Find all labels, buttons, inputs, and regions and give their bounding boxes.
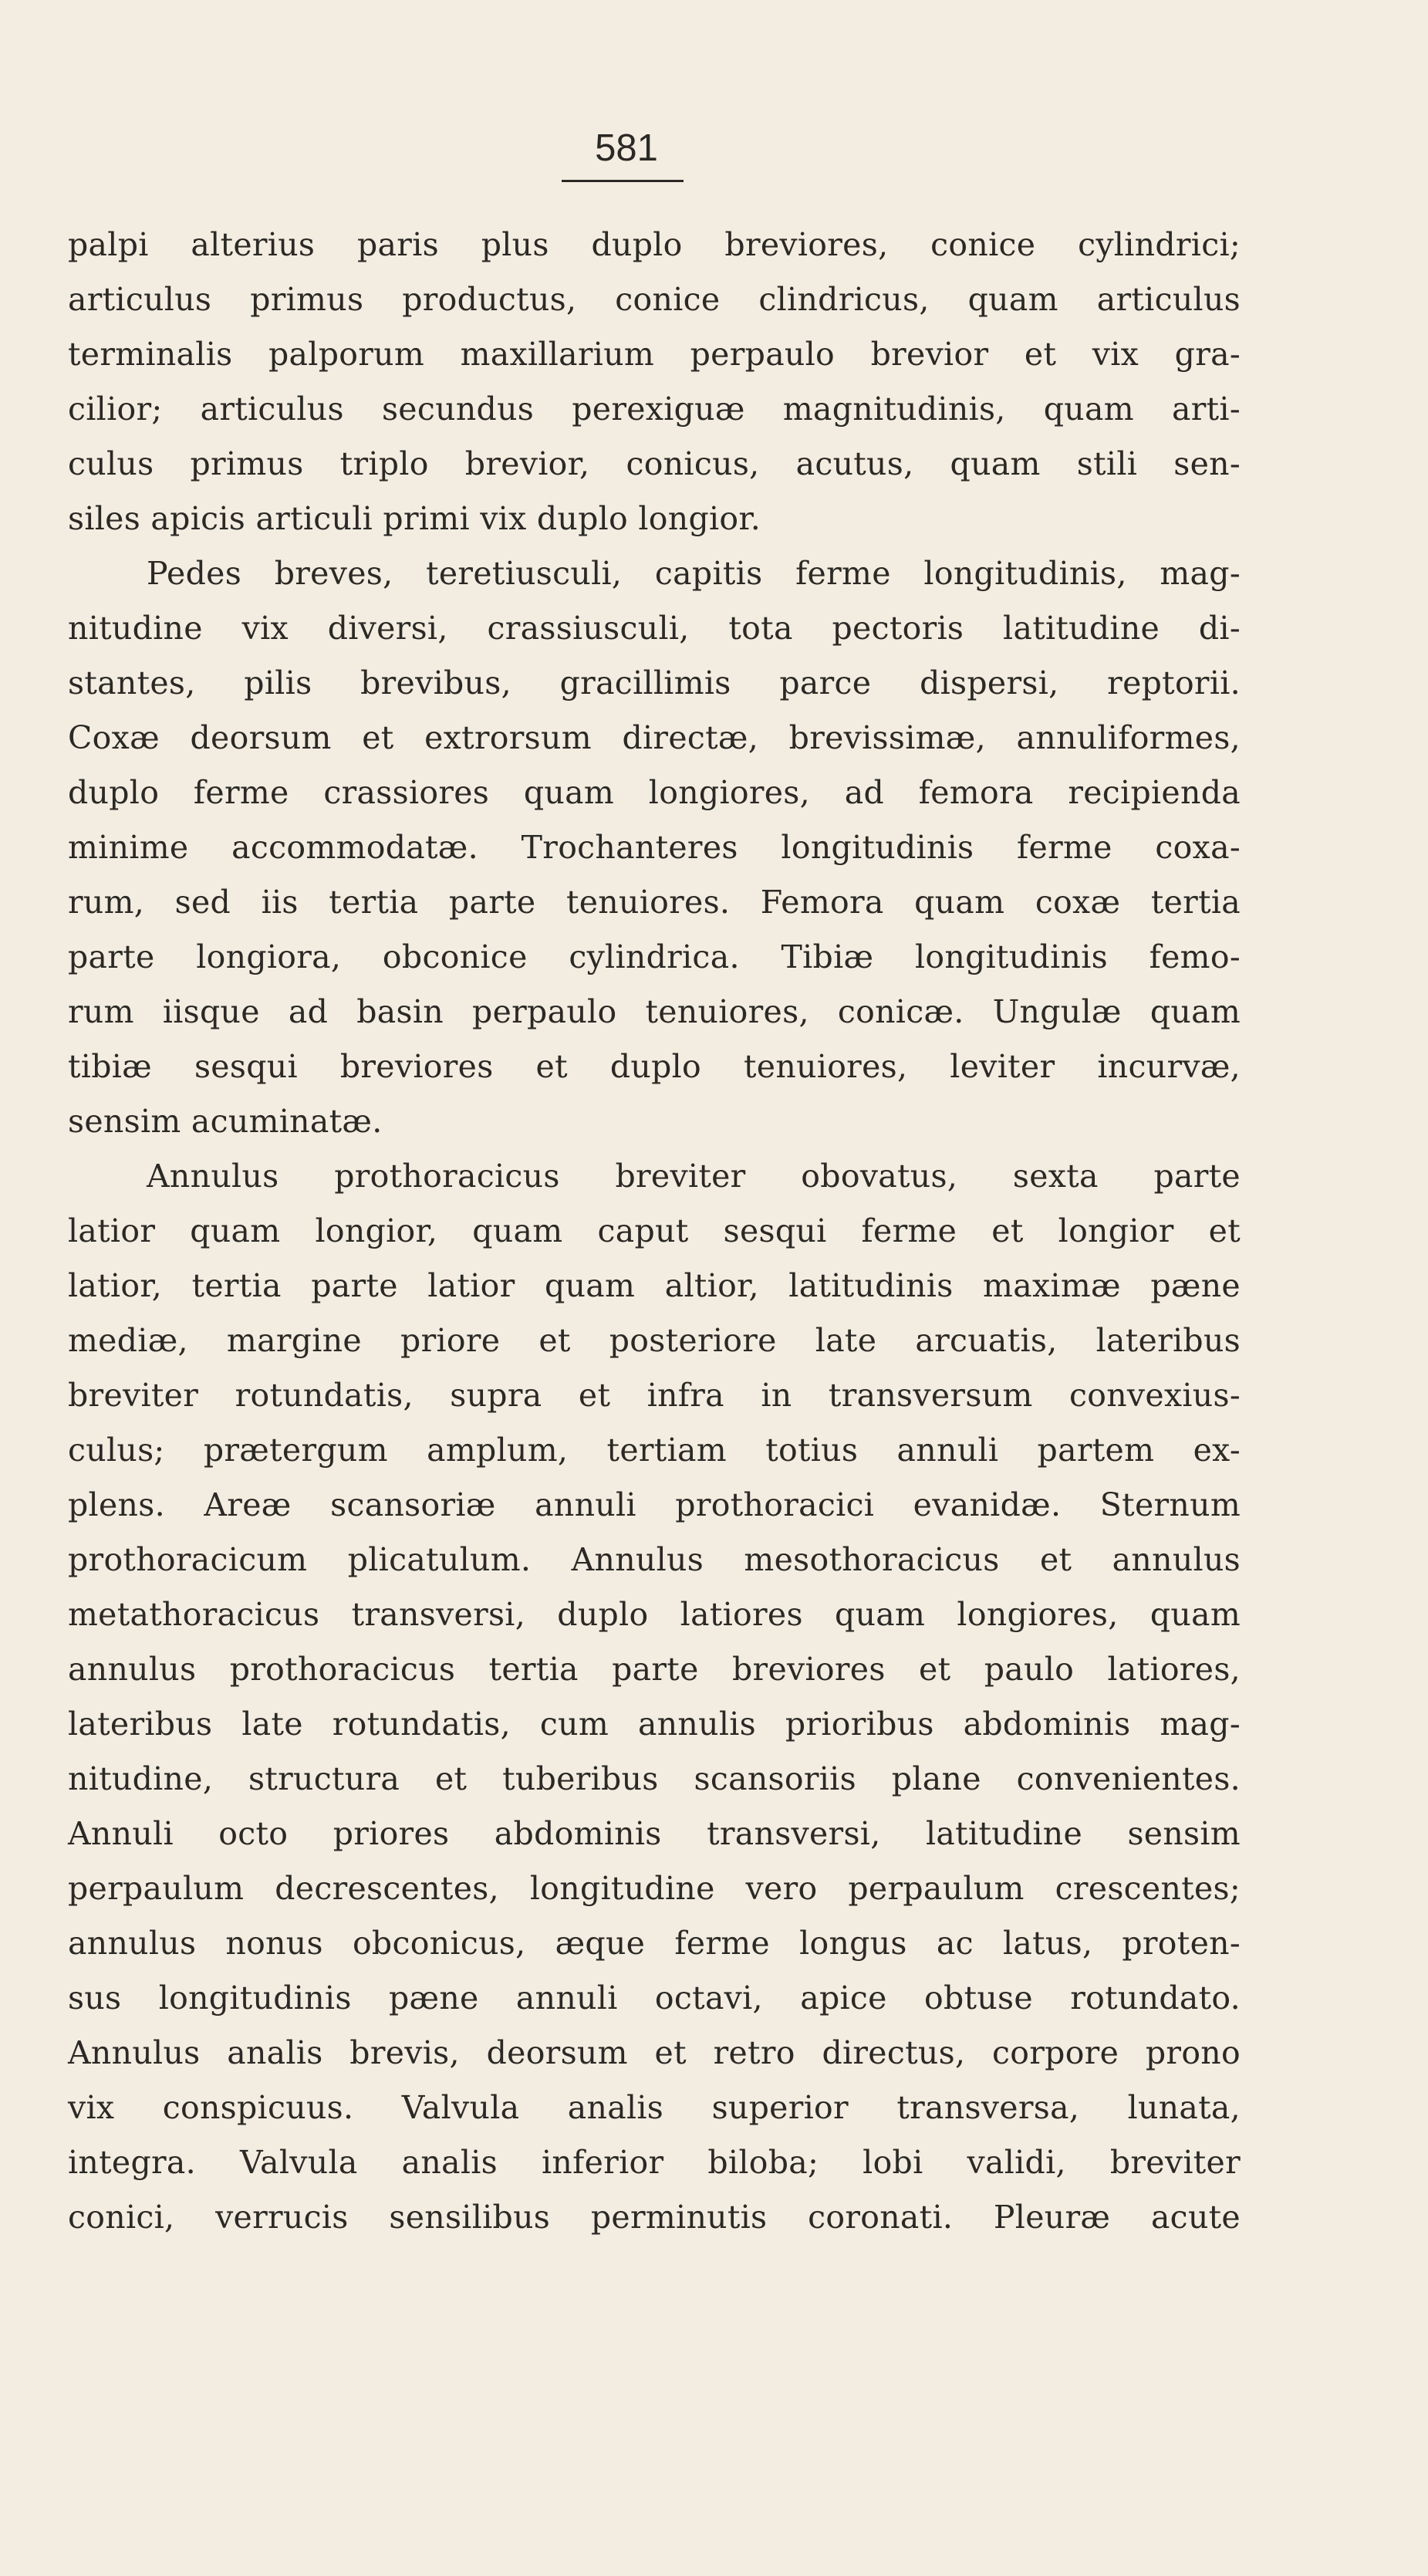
text-line: nitudine, structura et tuberibus scansoriis plane convenientes. [68,1760,1241,1797]
page-number-rule [562,180,684,182]
text-line: parte longiora, obconice cylindrica. Tibiæ longitudinis femo- [68,938,1241,975]
text-line: prothoracicum plicatulum. Annulus mesothoracicus et annulus [68,1541,1241,1578]
text-line: lateribus late rotundatis, cum annulis prioribus abdominis mag- [68,1706,1241,1743]
text-line: Annuli octo priores abdominis transversi, latitudine sensim [68,1815,1241,1852]
text-line: annulus prothoracicus tertia parte breviores et paulo latiores, [68,1651,1241,1688]
text-line: rum, sed iis tertia parte tenuiores. Femora quam coxæ tertia [68,884,1241,921]
text-line: terminalis palporum maxillarium perpaulo brevior et vix gra- [68,336,1241,373]
paragraph-first-line: Annulus prothoracicus breviter obovatus, sexta parte [147,1158,1241,1195]
text-line: culus primus triplo brevior, conicus, acutus, quam stili sen- [68,445,1241,482]
paragraph-first-line: Pedes breves, teretiusculi, capitis ferme longitudinis, mag- [147,555,1241,592]
text-line: stantes, pilis brevibus, gracillimis parce dispersi, reptorii. [68,664,1241,701]
text-line: annulus nonus obconicus, æque ferme longus ac latus, proten- [68,1925,1241,1962]
text-line: cilior; articulus secundus perexiguæ magnitudinis, quam arti- [68,390,1241,428]
text-line: tibiæ sesqui breviores et duplo tenuiores, leviter incurvæ, [68,1048,1241,1085]
text-line: Coxæ deorsum et extrorsum directæ, brevissimæ, annuliformes, [68,719,1241,756]
text-line: minime accommodatæ. Trochanteres longitudinis ferme coxa- [68,829,1241,866]
text-line: Annulus analis brevis, deorsum et retro directus, corpore prono [68,2034,1241,2071]
text-line: metathoracicus transversi, duplo latiores quam longiores, quam [68,1596,1241,1633]
text-line: siles apicis articuli primi vix duplo longior. [68,500,761,537]
text-line: latior, tertia parte latior quam altior, latitudinis maximæ pæne [68,1267,1241,1304]
text-line: latior quam longior, quam caput sesqui ferme et longior et [68,1212,1241,1249]
text-line: mediæ, margine priore et posteriore late arcuatis, lateribus [68,1322,1241,1359]
text-line: rum iisque ad basin perpaulo tenuiores, conicæ. Ungulæ quam [68,993,1241,1030]
text-line: perpaulum decrescentes, longitudine vero perpaulum crescentes; [68,1870,1241,1907]
text-line: integra. Valvula analis inferior biloba; lobi validi, breviter [68,2144,1241,2181]
text-line: duplo ferme crassiores quam longiores, ad femora recipienda [68,774,1241,811]
text-line: vix conspicuus. Valvula analis superior transversa, lunata, [68,2089,1241,2126]
text-line: plens. Areæ scansoriæ annuli prothoracici evanidæ. Sternum [68,1486,1241,1523]
text-line: conici, verrucis sensilibus perminutis coronati. Pleuræ acute [68,2199,1241,2236]
text-line: sus longitudinis pæne annuli octavi, apice obtuse rotundato. [68,1979,1241,2017]
page-number: 581 [595,127,658,169]
text-line: articulus primus productus, conice clindricus, quam articulus [68,281,1241,318]
text-line: breviter rotundatis, supra et infra in transversum convexius- [68,1377,1241,1414]
text-line: culus; prætergum amplum, tertiam totius annuli partem ex- [68,1432,1241,1469]
body-text [68,218,1241,2245]
text-line: sensim acuminatæ. [68,1103,383,1140]
text-line: nitudine vix diversi, crassiusculi, tota pectoris latitudine di- [68,610,1241,647]
text-line: palpi alterius paris plus duplo breviores, conice cylindrici; [68,226,1241,263]
